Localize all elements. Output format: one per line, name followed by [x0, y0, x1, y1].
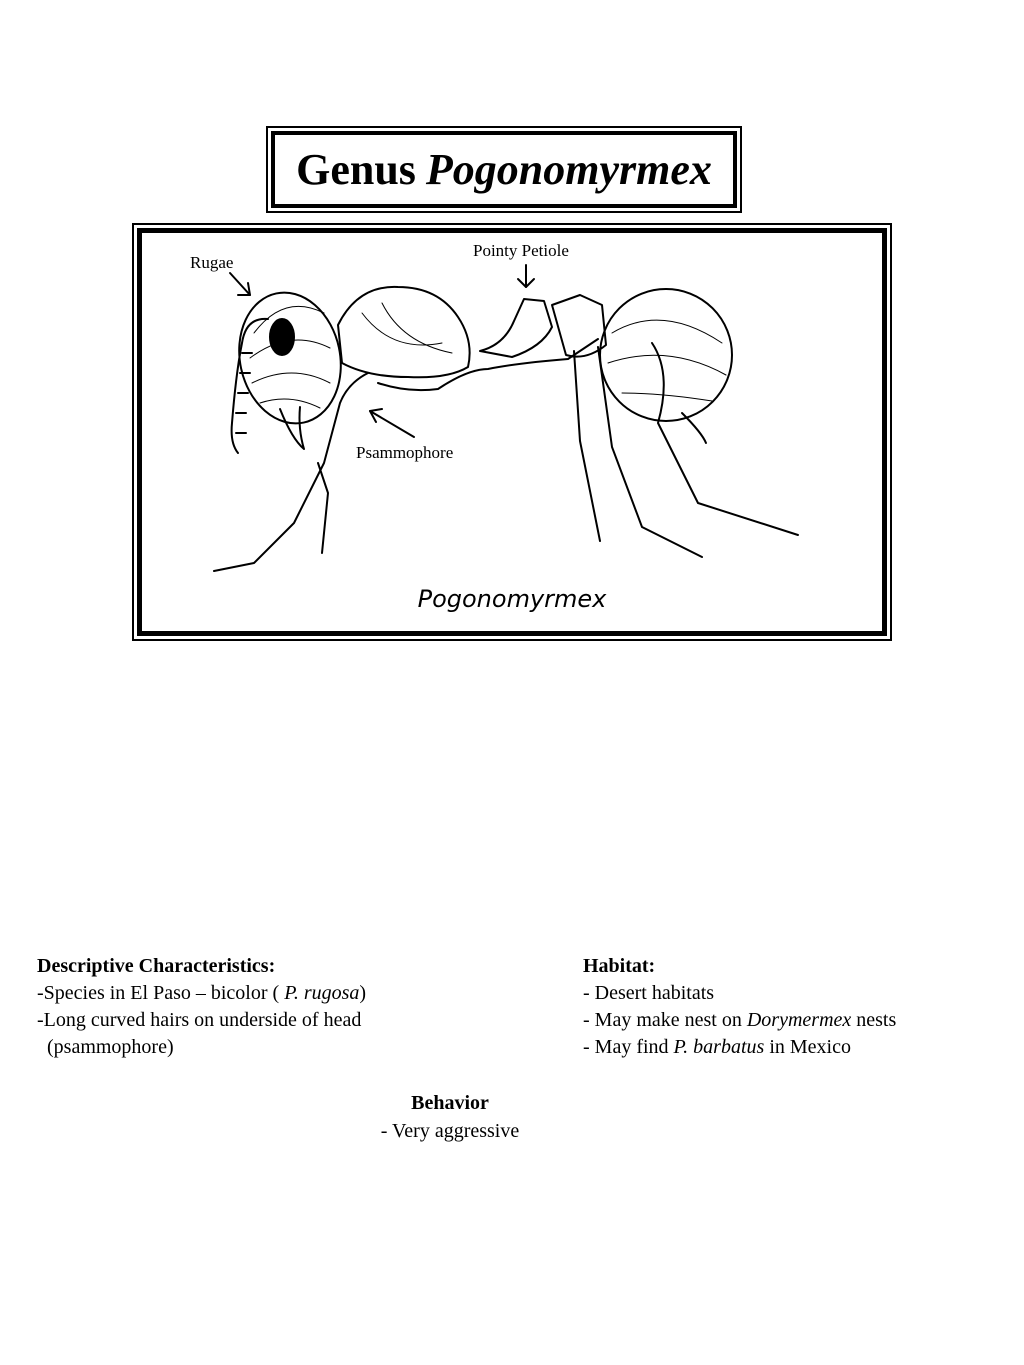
behavior-heading: Behavior	[411, 1092, 489, 1114]
title-box	[266, 126, 742, 213]
figure-caption: Pogonomyrmex	[417, 585, 607, 613]
figure-panel	[137, 228, 887, 636]
psammophore-arrow-icon	[370, 409, 414, 437]
habitat-item-2-text: - May make nest on	[583, 1009, 747, 1031]
habitat-item-2	[583, 1007, 896, 1034]
species-rugosa: P. rugosa	[284, 982, 360, 1004]
descriptive-line-1-text: -Species in El Paso – bicolor (	[37, 982, 285, 1004]
habitat-item-3-end: in Mexico	[764, 1036, 851, 1058]
psammophore-label: Psammophore	[356, 443, 454, 462]
descriptive-line-2: -Long curved hairs on underside of head	[37, 1009, 362, 1031]
habitat-item-1: - Desert habitats	[583, 982, 715, 1004]
habitat-heading: Habitat:	[583, 955, 656, 977]
genus-dorymermex: Dorymermex	[746, 1009, 852, 1031]
ant-petiole-icon	[480, 295, 606, 357]
ant-thorax-icon	[338, 287, 470, 377]
habitat-section	[583, 953, 896, 1061]
ant-illustration	[142, 233, 887, 636]
descriptive-section	[37, 953, 366, 1061]
species-barbatus: P. barbatus	[673, 1036, 765, 1058]
rugae-arrow-icon	[230, 273, 250, 295]
title-genus: Pogonomyrmex	[425, 145, 712, 194]
figure-box	[132, 223, 892, 641]
behavior-section	[300, 1089, 600, 1145]
habitat-item-3-text: - May find	[583, 1036, 674, 1058]
title-prefix: Genus	[296, 145, 416, 194]
habitat-item-3	[583, 1034, 896, 1061]
ant-antenna-icon	[232, 319, 268, 453]
page-title	[271, 131, 737, 208]
rugae-label: Rugae	[190, 253, 234, 272]
petiole-label: Pointy Petiole	[473, 241, 569, 260]
behavior-item-1: - Very aggressive	[380, 1120, 520, 1142]
ant-gaster-icon	[600, 289, 732, 443]
descriptive-line-1	[37, 980, 366, 1007]
habitat-item-2-end: nests	[851, 1009, 897, 1031]
descriptive-line-3: (psammophore)	[47, 1036, 174, 1058]
petiole-arrow-icon	[518, 265, 534, 287]
descriptive-line-1-end: )	[359, 982, 367, 1004]
descriptive-heading: Descriptive Characteristics:	[37, 955, 276, 977]
